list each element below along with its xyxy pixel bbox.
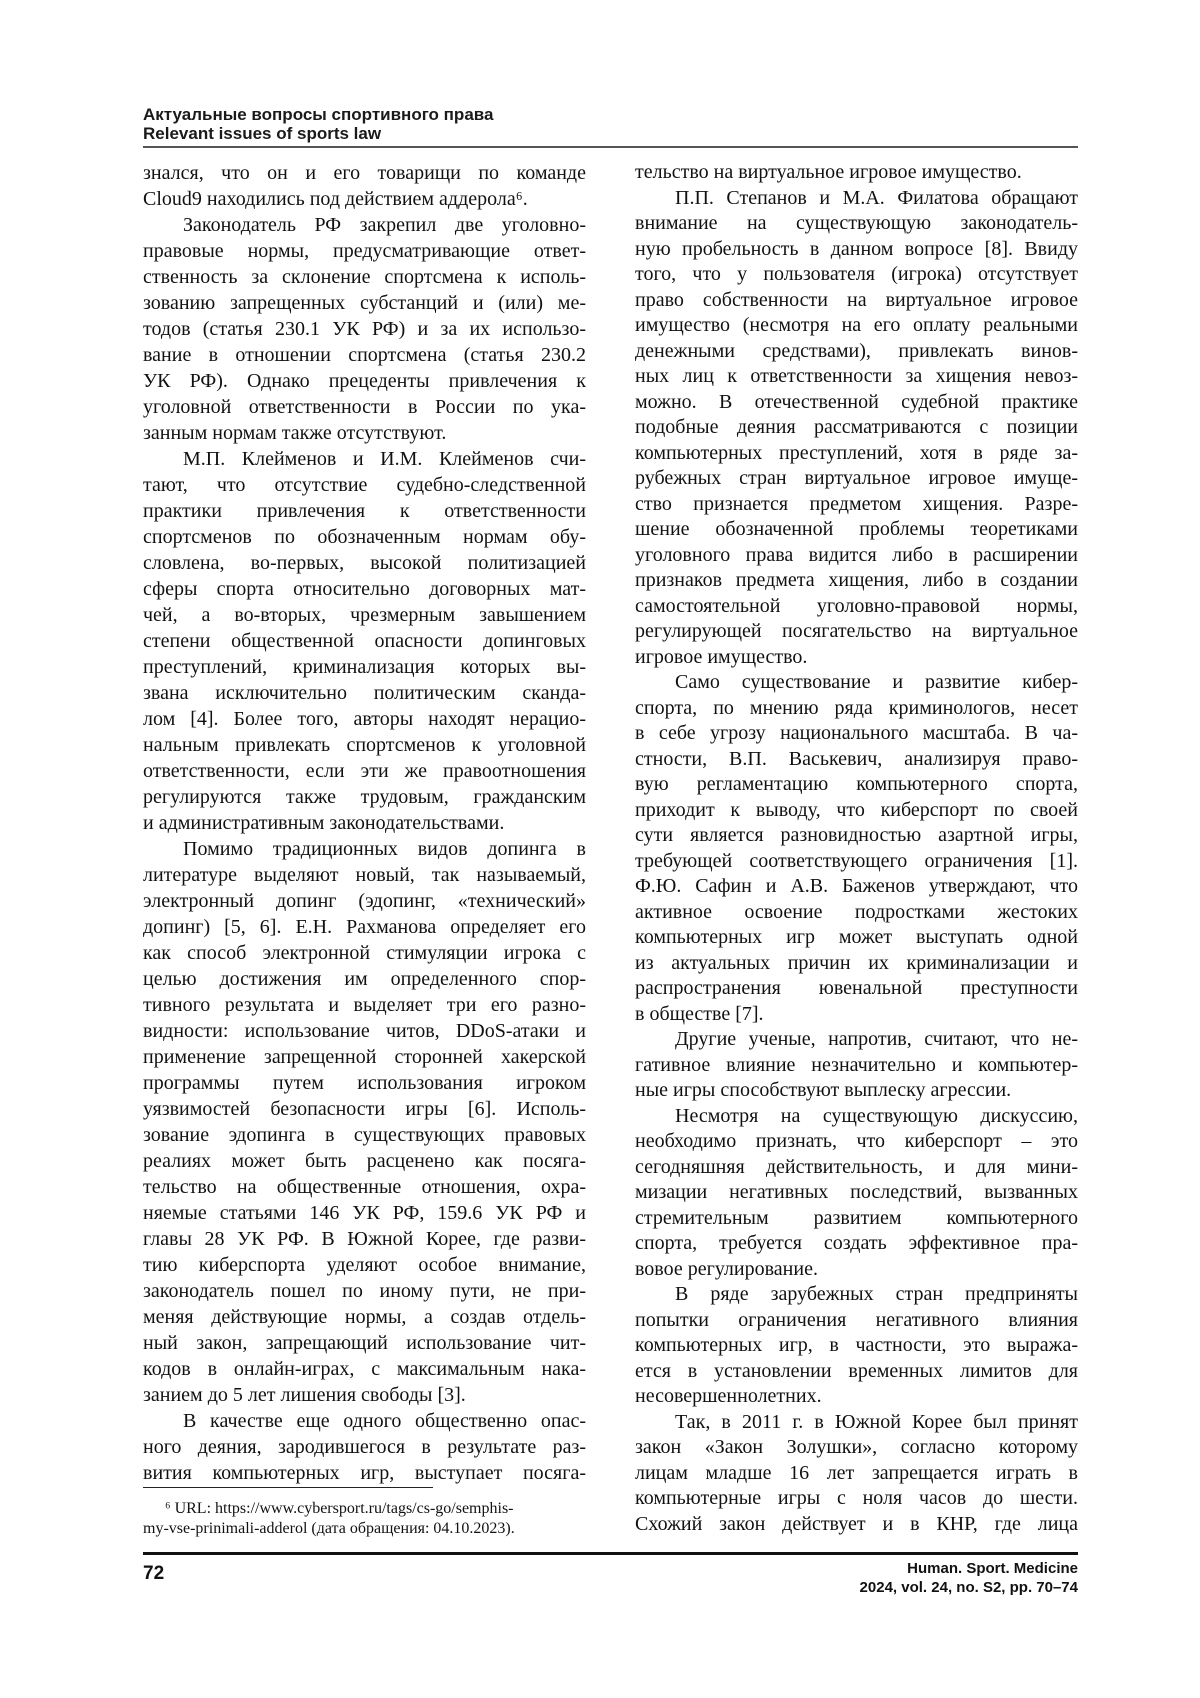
text-line: компьютерные игры с ноля часов до шести. [635,1486,1078,1512]
text-line: М.П. Клейменов и И.М. Клейменов счи- [143,446,586,472]
text-line: П.П. Степанов и М.А. Филатова обращают [635,186,1078,212]
text-line: можно. В отечественной судебной практике [635,390,1078,416]
text-line: денежными средствами), привлекать винов- [635,339,1078,365]
text-line: УК РФ). Однако прецеденты привлечения к [143,368,586,394]
text-line: сути является разновидностью азартной игры, [635,823,1078,849]
text-line: уязвимостей безопасности игры [6]. Исполь- [143,1096,586,1122]
text-line: стремительным развитием компьютерного [635,1206,1078,1232]
text-line: Законодатель РФ закрепил две уголовно- [143,212,586,238]
text-line: тельство на общественные отношения, охра- [143,1174,586,1200]
text-line: лом [4]. Более того, авторы находят нерацио- [143,706,586,732]
text-line: имущество (несмотря на его оплату реальными [635,313,1078,339]
text-line: преступлений, криминализация которых вы- [143,654,586,680]
text-line: звана исключительно политическим сканда- [143,680,586,706]
text-line: видности: использование читов, DDoS-атаки и [143,1018,586,1044]
text-line: занием до 5 лет лишения свободы [3]. [143,1382,586,1408]
running-header-ru: Актуальные вопросы спортивного права [143,105,493,125]
text-column-right [635,160,1078,1537]
text-line: рубежных стран виртуальное игровое имуще- [635,466,1078,492]
text-line: закон «Закон Золушки», согласно которому [635,1435,1078,1461]
text-line: мизации негативных последствий, вызванных [635,1180,1078,1206]
text-line: Cloud9 находились под действием аддерола⁶. [143,186,586,212]
text-line: подобные деяния рассматриваются с позиции [635,415,1078,441]
text-line: игровое имущество. [635,645,1078,671]
text-line: лицам младше 16 лет запрещается играть в [635,1461,1078,1487]
text-line: внимание на существующую законодатель- [635,211,1078,237]
text-line: вития компьютерных игр, выступает посяга- [143,1460,586,1486]
text-line: реалиях может быть расценено как посяга- [143,1148,586,1174]
text-line: требующей соответствующего ограничения [1]. [635,849,1078,875]
footer-divider [143,1552,1078,1555]
text-line: применение запрещенной сторонней хакерской [143,1044,586,1070]
text-line: и административным законодательствами. [143,810,586,836]
running-header-en: Relevant issues of sports law [143,124,381,144]
text-line: тельство на виртуальное игровое имущество. [635,160,1078,186]
text-line: занным нормам также отсутствуют. [143,420,586,446]
text-line: законодатель пошел по иному пути, не при- [143,1278,586,1304]
text-line: чей, а во-вторых, чрезмерным завышением [143,602,586,628]
text-line: тодов (статья 230.1 УК РФ) и за их использо- [143,316,586,342]
header-divider [143,146,1078,148]
text-line: уголовного права видится либо в расширении [635,543,1078,569]
text-column-left [143,160,586,1486]
text-line: сферы спорта относительно договорных мат- [143,576,586,602]
text-line: как способ электронной стимуляции игрока с [143,940,586,966]
text-line: ный закон, запрещающий использование чит- [143,1330,586,1356]
text-line: электронный допинг (эдопинг, «технический» [143,888,586,914]
text-line: допинг) [5, 6]. Е.Н. Рахманова определяет его [143,914,586,940]
text-line: в обществе [7]. [635,1002,1078,1028]
text-line: В ряде зарубежных стран предприняты [635,1282,1078,1308]
text-line: кодов в онлайн-играх, с максимальным нака- [143,1356,586,1382]
text-line: компьютерных игр, в частности, это выража- [635,1333,1078,1359]
journal-issue: 2024, vol. 24, no. S2, pp. 70–74 [860,1578,1078,1597]
text-line: Так, в 2011 г. в Южной Корее был принят [635,1410,1078,1436]
footnote-line: my-vse-prinimali-adderol (дата обращения: 04.10.2023). [143,1519,586,1539]
text-line: Другие ученые, напротив, считают, что не- [635,1027,1078,1053]
text-line: распространения ювенальной преступности [635,976,1078,1002]
text-line: компьютерных игр может выступать одной [635,925,1078,951]
footnote-line: ⁶ URL: https://www.cybersport.ru/tags/cs-go/semphis- [143,1499,586,1519]
text-line: меняя действующие нормы, а создав отдель- [143,1304,586,1330]
text-line: из актуальных причин их криминализации и [635,951,1078,977]
text-line: ется в установлении временных лимитов для [635,1359,1078,1385]
text-line: няемые статьями 146 УК РФ, 159.6 УК РФ и [143,1200,586,1226]
text-line: регулируются также трудовым, гражданским [143,784,586,810]
text-line: сегодняшняя действительность, и для мини- [635,1155,1078,1181]
text-line: вовое регулирование. [635,1257,1078,1283]
text-line: знался, что он и его товарищи по команде [143,160,586,186]
text-line: тивного результата и выделяет три его разно- [143,992,586,1018]
text-line: спортсменов по обозначенным нормам обу- [143,524,586,550]
text-line: самостоятельной уголовно-правовой нормы, [635,594,1078,620]
text-line: несовершеннолетних. [635,1384,1078,1410]
footnote-divider [143,1487,433,1488]
text-line: компьютерных преступлений, хотя в ряде за- [635,441,1078,467]
text-line: вание в отношении спортсмена (статья 230.2 [143,342,586,368]
text-line: главы 28 УК РФ. В Южной Корее, где разви- [143,1226,586,1252]
text-line: право собственности на виртуальное игровое [635,288,1078,314]
text-line: попытки ограничения негативного влияния [635,1308,1078,1334]
text-line: правовые нормы, предусматривающие ответ- [143,238,586,264]
text-line: словлена, во-первых, высокой политизацией [143,550,586,576]
text-line: ответственности, если эти же правоотношения [143,758,586,784]
journal-name: Human. Sport. Medicine [907,1559,1078,1578]
text-line: Само существование и развитие кибер- [635,670,1078,696]
text-line: регулирующей посягательство на виртуальное [635,619,1078,645]
text-line: тают, что отсутствие судебно-следственной [143,472,586,498]
text-line: стности, В.П. Васькевич, анализируя право- [635,747,1078,773]
text-line: ственность за склонение спортсмена к исполь- [143,264,586,290]
text-line: Схожий закон действует и в КНР, где лица [635,1512,1078,1538]
text-line: целью достижения им определенного спор- [143,966,586,992]
text-line: ных лиц к ответственности за хищения невоз- [635,364,1078,390]
text-line: зование эдопинга в существующих правовых [143,1122,586,1148]
text-line: ного деяния, зародившегося в результате раз- [143,1434,586,1460]
text-line: приходит к выводу, что киберспорт по своей [635,798,1078,824]
text-line: практики привлечения к ответственности [143,498,586,524]
text-line: активное освоение подростками жестоких [635,900,1078,926]
text-line: Ф.Ю. Сафин и А.В. Баженов утверждают, что [635,874,1078,900]
text-line: шение обозначенной проблемы теоретиками [635,517,1078,543]
text-line: литературе выделяют новый, так называемый, [143,862,586,888]
text-line: тию киберспорта уделяют особое внимание, [143,1252,586,1278]
page-number: 72 [143,1563,164,1585]
text-line: вую регламентацию компьютерного спорта, [635,772,1078,798]
text-line: В качестве еще одного общественно опас- [143,1408,586,1434]
text-line: спорта, по мнению ряда криминологов, несет [635,696,1078,722]
text-line: Помимо традиционных видов допинга в [143,836,586,862]
text-line: гативное влияние незначительно и компьютер- [635,1053,1078,1079]
text-line: ную пробельность в данном вопросе [8]. Ввиду [635,237,1078,263]
text-line: ные игры способствуют выплеску агрессии. [635,1078,1078,1104]
text-line: спорта, требуется создать эффективное пра- [635,1231,1078,1257]
text-line: степени общественной опасности допинговых [143,628,586,654]
text-line: необходимо признать, что киберспорт – это [635,1129,1078,1155]
text-line: нальным привлекать спортсменов к уголовной [143,732,586,758]
text-line: программы путем использования игроком [143,1070,586,1096]
text-line: признаков предмета хищения, либо в создании [635,568,1078,594]
text-line: в себе угрозу национального масштаба. В ча- [635,721,1078,747]
text-line: зованию запрещенных субстанций и (или) ме- [143,290,586,316]
text-line: уголовной ответственности в России по ука- [143,394,586,420]
text-line: Несмотря на существующую дискуссию, [635,1104,1078,1130]
text-line: ство признается предметом хищения. Разре- [635,492,1078,518]
text-line: того, что у пользователя (игрока) отсутствует [635,262,1078,288]
